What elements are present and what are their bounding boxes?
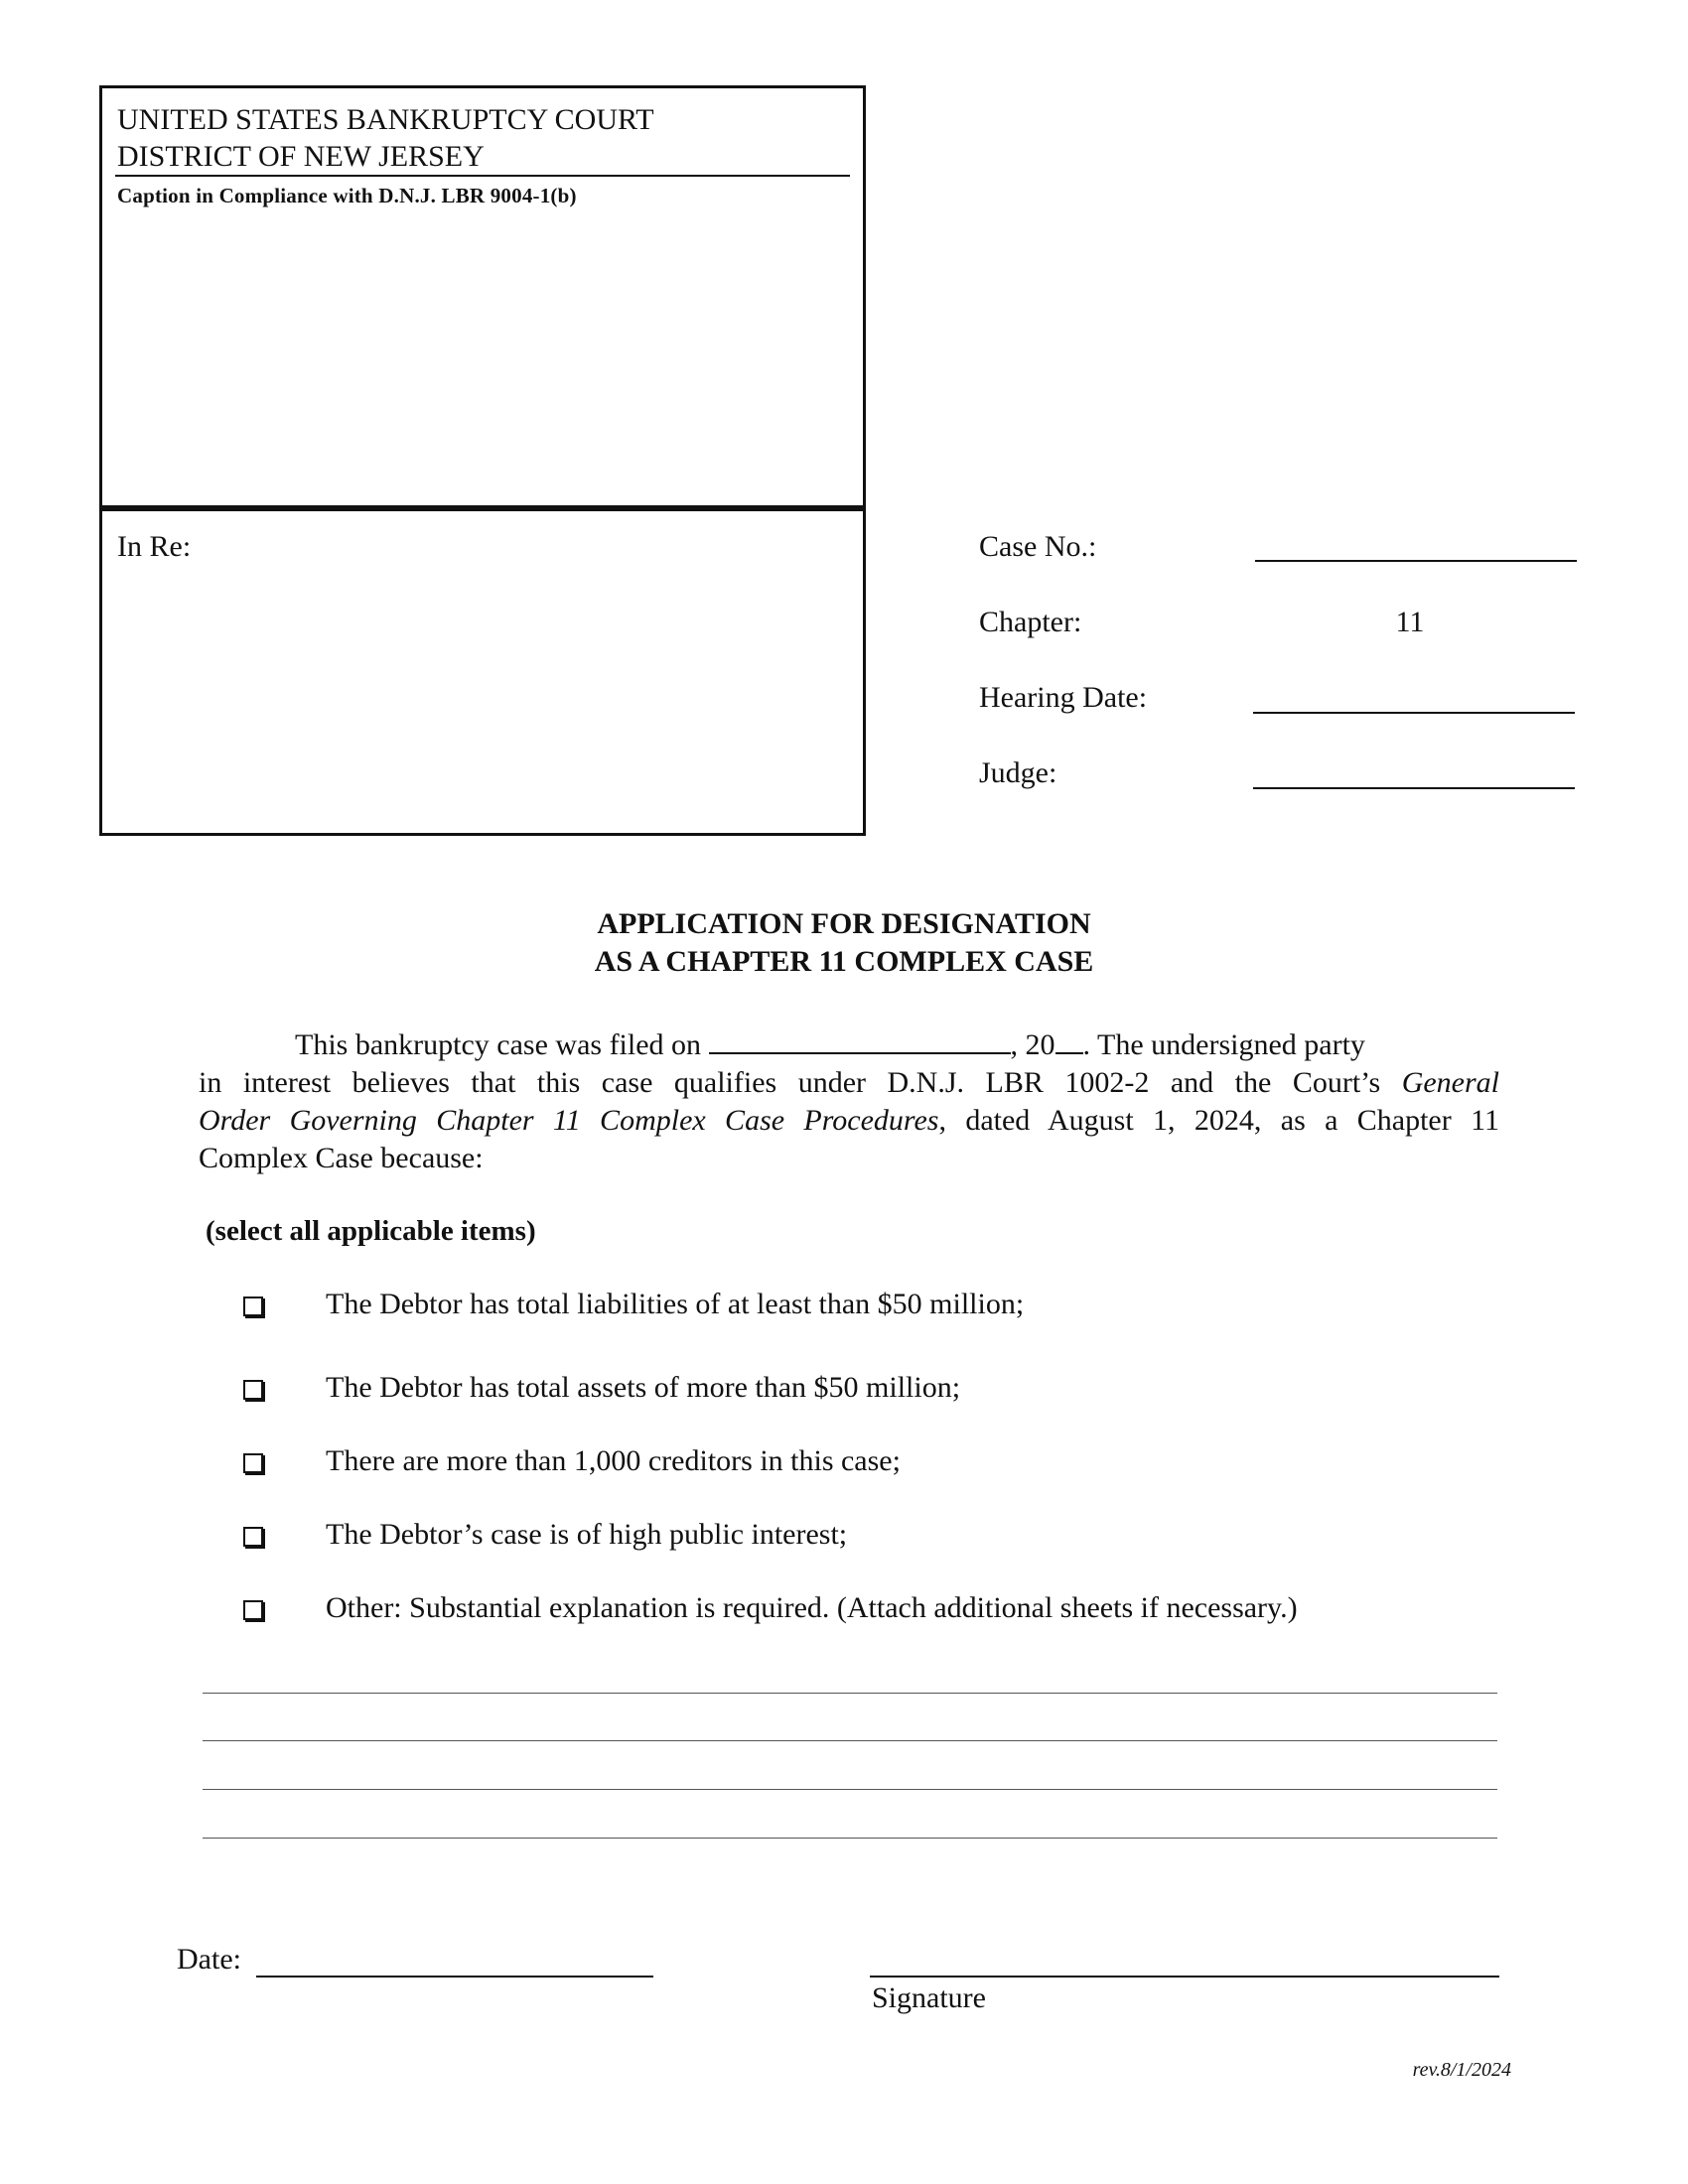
liabilities-checkbox[interactable] (243, 1297, 263, 1316)
caption-compliance-note: Caption in Compliance with D.N.J. LBR 9004-1(b) (117, 184, 577, 207)
date-label: Date: (177, 1943, 241, 1976)
chapter-value: 11 (1395, 606, 1425, 638)
case-no-label: Case No.: (979, 530, 1097, 563)
court-district: DISTRICT OF NEW JERSEY (117, 140, 485, 173)
in-re-box[interactable] (99, 508, 866, 836)
caption-divider (115, 175, 850, 177)
in-re-label: In Re: (117, 530, 192, 563)
document-title-line2: AS A CHAPTER 11 COMPLEX CASE (594, 945, 1094, 978)
revision-note: rev.8/1/2024 (1412, 2059, 1511, 2081)
year-prefix: , 20 (1010, 1028, 1055, 1061)
public-interest-checkbox[interactable] (243, 1527, 263, 1547)
option-assets: The Debtor has total assets of more than $50 million; (326, 1371, 961, 1404)
judge-label: Judge: (979, 756, 1057, 789)
date-field[interactable] (256, 1976, 653, 1978)
signature-label: Signature (872, 1981, 986, 2014)
signature-field[interactable] (870, 1976, 1499, 1978)
option-creditors: There are more than 1,000 creditors in this case; (326, 1444, 901, 1477)
body-line-4: Complex Case because: (199, 1142, 484, 1174)
body-line-2 (199, 1064, 1499, 1102)
filed-date-field[interactable] (709, 1026, 1011, 1054)
body-line-2-text: in interest believes that this case qualifies under D.N.J. LBR 1002-2 and the Court’s (199, 1066, 1381, 1099)
filed-suffix-text: . The undersigned party (1082, 1028, 1365, 1061)
option-other: Other: Substantial explanation is required. (Attach additional sheets if necessary.) (326, 1591, 1298, 1624)
judge-field[interactable] (1253, 787, 1575, 789)
option-liabilities: The Debtor has total liabilities of at least than $50 million; (326, 1288, 1025, 1320)
option-public-interest: The Debtor’s case is of high public interest; (326, 1518, 848, 1551)
case-no-field[interactable] (1255, 560, 1577, 562)
other-checkbox[interactable] (243, 1600, 263, 1620)
court-name: UNITED STATES BANKRUPTCY COURT (117, 103, 654, 136)
explanation-line-4[interactable] (203, 1838, 1497, 1839)
filed-year-field[interactable] (1055, 1026, 1083, 1054)
general-order-title: Order Governing Chapter 11 Complex Case Procedures (199, 1104, 939, 1137)
body-line-2-italic: General (1401, 1066, 1500, 1099)
hearing-date-field[interactable] (1253, 712, 1575, 714)
body-line-1 (295, 1026, 1486, 1064)
body-line-3 (199, 1102, 1499, 1140)
explanation-line-3[interactable] (203, 1789, 1497, 1790)
hearing-date-label: Hearing Date: (979, 681, 1148, 714)
chapter-label: Chapter: (979, 606, 1082, 638)
explanation-line-1[interactable] (203, 1693, 1497, 1694)
select-instruction: (select all applicable items) (206, 1215, 536, 1247)
creditors-checkbox[interactable] (243, 1453, 263, 1473)
body-line-3-text: , dated August 1, 2024, as a Chapter 11 (938, 1104, 1499, 1137)
assets-checkbox[interactable] (243, 1380, 263, 1400)
explanation-line-2[interactable] (203, 1740, 1497, 1741)
filed-on-text: This bankruptcy case was filed on (295, 1028, 702, 1061)
document-title-line1: APPLICATION FOR DESIGNATION (597, 907, 1091, 940)
